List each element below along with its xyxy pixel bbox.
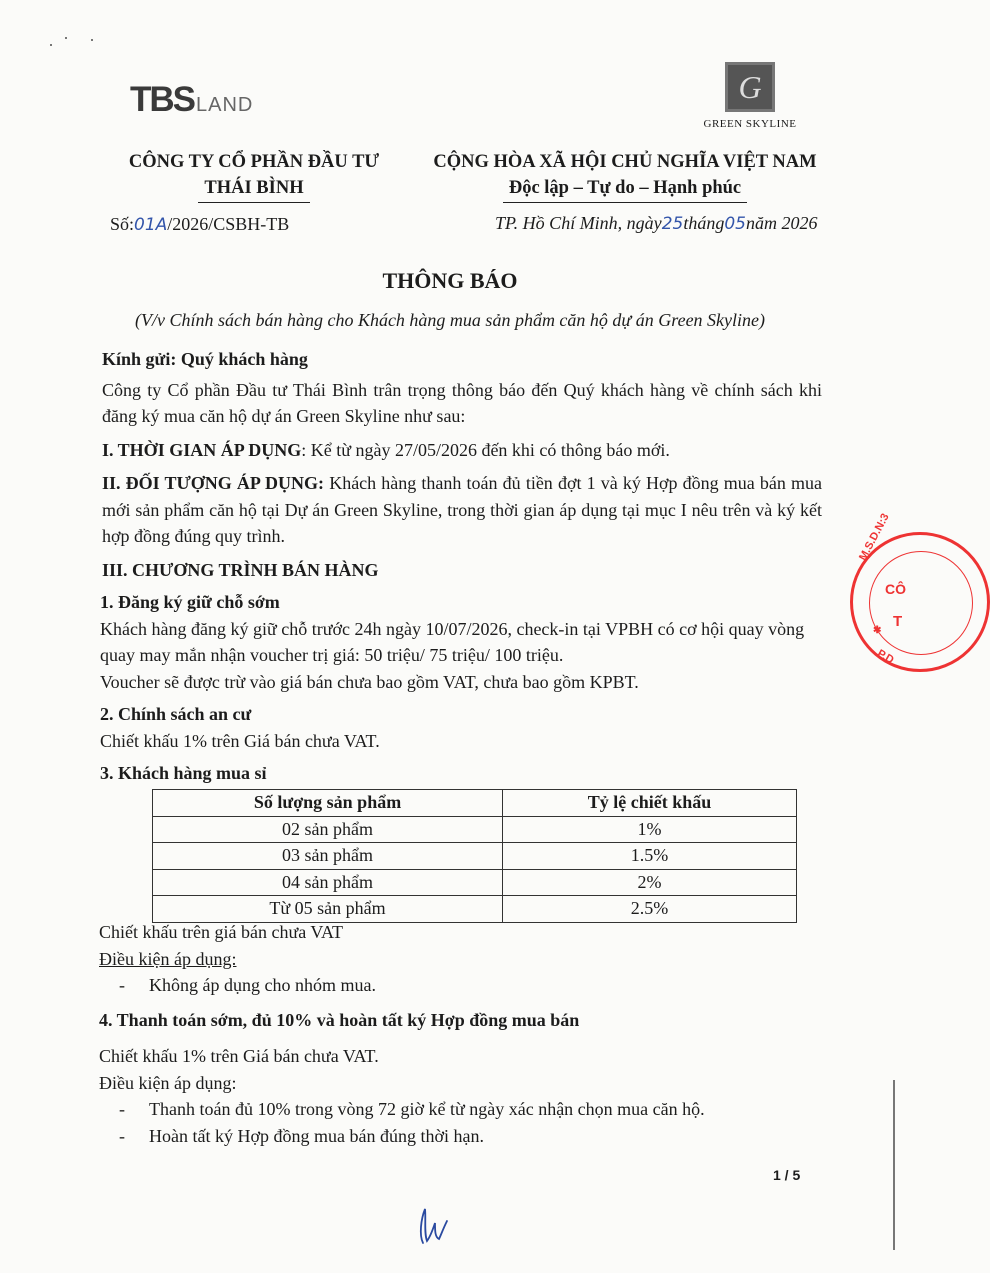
table-cell: 2.5% — [503, 896, 797, 923]
intro-paragraph: Công ty Cổ phần Đầu tư Thái Bình trân trọng thông báo đến Quý khách hàng về chính sách khi đăng ký mua căn hộ dự án Green Skyline như sau: — [102, 379, 822, 426]
tbs-land-logo — [130, 80, 253, 120]
policy-3-after-text: Chiết khấu trên giá bán chưa VAT — [99, 922, 344, 942]
table-row — [153, 843, 797, 870]
section-1-text: : Kể từ ngày 27/05/2026 đến khi có thông báo mới. — [301, 439, 670, 460]
policy-4-condition-2-text: Hoàn tất ký Hợp đồng mua bán đúng thời hạn. — [149, 1125, 484, 1146]
table-cell: 1% — [503, 816, 797, 843]
policy-4-heading: 4. Thanh toán sớm, đủ 10% và hoàn tất ký Hợp đồng mua bán — [99, 1009, 580, 1030]
page-number: 1 / 5 — [773, 1167, 801, 1183]
table-cell: 02 sản phẩm — [153, 816, 503, 843]
table-row — [153, 869, 797, 896]
policy-3-heading: 3. Khách hàng mua sỉ — [100, 763, 267, 783]
document-body-continued — [99, 919, 819, 1149]
dash-bullet: - — [119, 975, 125, 995]
table-header-quantity: Số lượng sản phẩm — [153, 790, 503, 817]
company-line2: THÁI BÌNH — [198, 175, 309, 203]
wholesale-discount-table — [152, 789, 797, 923]
section-3-heading: III. CHƯƠNG TRÌNH BÁN HÀNG — [102, 559, 379, 580]
stamp-inner-ring — [869, 551, 973, 655]
green-skyline-logo — [700, 62, 800, 130]
document-number — [110, 214, 289, 235]
policy-4-condition-1 — [99, 1096, 819, 1123]
table-header-discount: Tỷ lệ chiết khấu — [503, 790, 797, 817]
policy-4-condition-1-text: Thanh toán đủ 10% trong vòng 72 giờ kể từ ngày xác nhận chọn mua căn hộ. — [149, 1099, 705, 1119]
scan-edge-line — [893, 1080, 895, 1250]
handwritten-initial-signature — [415, 1205, 449, 1247]
green-skyline-mark: G — [725, 62, 775, 112]
scan-speck — [91, 39, 93, 41]
policy-4-condition-2 — [99, 1123, 819, 1150]
section-2-heading: II. ĐỐI TƯỢNG ÁP DỤNG: — [102, 473, 325, 493]
policy-2-text: Chiết khấu 1% trên Giá bán chưa VAT. — [100, 730, 380, 751]
dash-bullet: - — [119, 1099, 125, 1119]
document-subtitle: (V/v Chính sách bán hàng cho Khách hàng mua sản phẩm căn hộ dự án Green Skyline) — [134, 310, 766, 330]
stamp-bottom-text: P.D — [875, 647, 896, 667]
date-year: năm 2026 — [745, 213, 818, 233]
company-name — [108, 149, 400, 203]
company-seal-stamp — [850, 511, 990, 672]
table-header-row — [153, 790, 797, 817]
stamp-t-text: T — [893, 613, 903, 630]
nation-line2: Độc lập – Tự do – Hạnh phúc — [503, 175, 747, 203]
nation-line1: CỘNG HÒA XÃ HỘI CHỦ NGHĨA VIỆT NAM — [433, 152, 817, 172]
policy-2-heading: 2. Chính sách an cư — [100, 704, 252, 724]
table-cell: 03 sản phẩm — [153, 843, 503, 870]
scan-speck — [65, 37, 67, 39]
table-cell: 1.5% — [503, 843, 797, 870]
scan-speck — [50, 44, 52, 46]
policy-3-conditions-label: Điều kiện áp dụng: — [99, 948, 237, 969]
document-date — [495, 213, 817, 234]
policy-1-heading: 1. Đăng ký giữ chỗ sớm — [100, 592, 280, 612]
table-cell: 04 sản phẩm — [153, 869, 503, 896]
section-2-text: Khách hàng thanh toán đủ tiền đợt 1 và ký Hợp đồng mua bán mua mới sản phẩm căn hộ tại Dự án Green Skyline, trong thời gian áp dụng tại mục I nêu trên và ký kết hợp đồng đúng quy trình. — [102, 473, 823, 546]
policy-1-text1: Khách hàng đăng ký giữ chỗ trước 24h ngày 10/07/2026, check-in tại VPBH có cơ hội quay vòng quay may mắn nhận voucher trị giá: 50 triệu/ 75 triệu/ 100 triệu. — [100, 618, 805, 665]
date-prefix: TP. Hồ Chí Minh, ngày — [495, 213, 662, 233]
section-1 — [102, 437, 822, 464]
table-row — [153, 816, 797, 843]
policy-1-text2: Voucher sẽ được trừ vào giá bán chưa bao gồm VAT, chưa bao gồm KPBT. — [100, 671, 639, 692]
doc-no-handwritten: 01A — [134, 215, 168, 235]
section-2 — [102, 470, 822, 550]
policy-3-condition-text: Không áp dụng cho nhóm mua. — [149, 975, 376, 995]
national-motto — [410, 149, 840, 203]
green-skyline-text: GREEN SKYLINE — [703, 118, 797, 130]
policy-3-condition — [99, 972, 819, 999]
dash-bullet: - — [119, 1125, 125, 1146]
tbs-logo-sub: LAND — [196, 94, 254, 116]
date-month-label: tháng — [683, 213, 725, 233]
doc-no-prefix: Số: — [110, 214, 135, 234]
greeting: Kính gửi: Quý khách hàng — [102, 349, 308, 369]
policy-4-text: Chiết khấu 1% trên Giá bán chưa VAT. — [99, 1046, 379, 1066]
date-month-handwritten: 05 — [724, 214, 746, 234]
document-body — [102, 346, 822, 787]
stamp-mid-text: CÔ — [885, 581, 906, 597]
doc-no-suffix: /2026/CSBH-TB — [167, 214, 290, 234]
company-line1: CÔNG TY CỔ PHẦN ĐẦU TƯ — [128, 152, 380, 172]
document-title: THÔNG BÁO — [382, 268, 518, 293]
section-1-heading: I. THỜI GIAN ÁP DỤNG — [102, 439, 302, 460]
stamp-star: ✱ — [873, 625, 882, 636]
table-cell: Từ 05 sản phẩm — [153, 896, 503, 923]
tbs-logo-main: TBS — [130, 80, 194, 119]
date-day-handwritten: 25 — [661, 214, 684, 234]
policy-4-conditions-label: Điều kiện áp dụng: — [99, 1072, 237, 1093]
stamp-top-text: M.S.D.N:3 — [857, 511, 892, 563]
table-cell: 2% — [503, 869, 797, 896]
